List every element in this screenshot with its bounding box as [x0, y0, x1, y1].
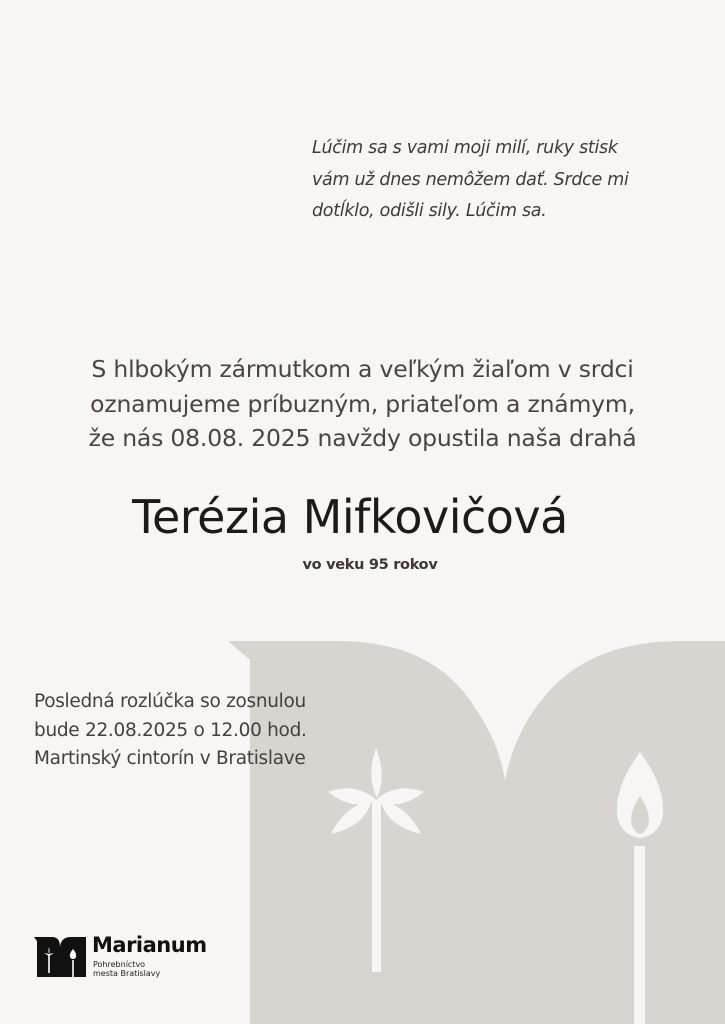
logo-subtitle-line: mesta Bratislavy — [93, 969, 161, 978]
deceased-age: vo veku 95 rokov — [302, 557, 438, 573]
announcement-line: S hlbokým zármutkom a veľkým žiaľom v srdci — [91, 355, 634, 383]
announcement-line: že nás 08.08. 2025 navždy opustila naša drahá — [88, 424, 637, 452]
announcement-line: oznamujeme príbuzným, priateľom a známym, — [90, 389, 635, 418]
logo-subtitle — [93, 960, 160, 978]
death-announcement — [0, 352, 725, 456]
farewell-poem — [312, 133, 642, 228]
ceremony-line: Martinský cintorín v Bratislave — [34, 748, 306, 769]
poem-line: vám už dnes nemôžem dať. Srdce mi — [312, 169, 629, 190]
ceremony-line: bude 22.08.2025 o 12.00 hod. — [34, 719, 307, 741]
logo-wordmark: Marianum — [92, 933, 207, 957]
poem-line: dotĺklo, odišli sily. Lúčim sa. — [312, 201, 547, 221]
deceased-name: Terézia Mifkovičová — [132, 490, 568, 544]
logo-subtitle-line: Pohrebníctvo — [93, 960, 146, 969]
funeral-details — [34, 688, 354, 774]
poem-line: Lúčim sa s vami moji milí, ruky stisk — [312, 138, 618, 158]
ceremony-line: Posledná rozlúčka so zosnulou — [34, 691, 306, 712]
marianum-logo-icon — [34, 935, 86, 977]
marianum-logo — [34, 933, 234, 979]
